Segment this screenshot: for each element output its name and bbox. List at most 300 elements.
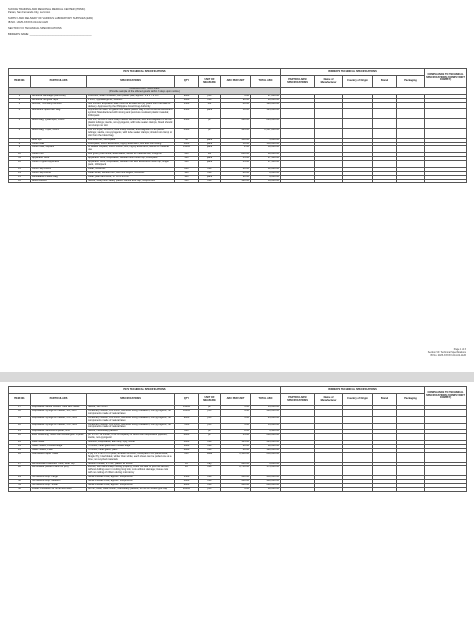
- item-number-cell: 3: [9, 102, 31, 109]
- item-number-cell: 11: [9, 157, 31, 161]
- abc-unit-cell: 200.00: [221, 153, 251, 157]
- qty-cell: 2500: [175, 119, 199, 129]
- packaging-cell: [397, 119, 425, 129]
- total-abc-cell: 2,587,000.00: [251, 128, 281, 138]
- total-abc-cell: 895,000.00: [251, 119, 281, 129]
- item-number-cell: 24: [9, 444, 31, 448]
- origin-header-p2: Country of Origin: [343, 394, 373, 406]
- unit-cell: pcs: [199, 94, 221, 98]
- abc-unit-header-p2: ABC PER UNIT: [221, 394, 251, 406]
- compliance-header: COMPLIANCE TO TECHNICAL SPECIFICATIONS (COMPLY/NOT COMPLY): [425, 69, 467, 88]
- brand-cell: [373, 179, 397, 183]
- abc-unit-cell: 4.90: [221, 409, 251, 416]
- brand-cell: [373, 416, 397, 423]
- specifications-cell: Applicator Stick, disposable, wooden with cotton tip, 100s/pack: [87, 157, 175, 161]
- qty-header-p2: QTY: [175, 394, 199, 406]
- table-row: [9, 146, 467, 153]
- total-abc-cell: 280,000.00: [251, 434, 281, 441]
- specifications-cell: 500 mL/bot. Expiration date must be at least two (2) years from the date of delivery. Approved by the Philippine Food Drug Authority: [87, 102, 175, 109]
- abc-unit-cell: 300.00: [221, 476, 251, 480]
- origin-cell: [343, 119, 373, 129]
- abc-unit-cell: 60.00: [221, 448, 251, 452]
- bidder-name-label: BIDDER'S NAME: ___________________________________________: [8, 33, 92, 37]
- specifications-cell: 100-1000 uL, 500's/pack: [87, 138, 175, 142]
- particulars-cell: Cotton ball, 5s/pack: [31, 146, 87, 153]
- specifications-cell: Sterile, individually packed: [87, 430, 175, 434]
- packaging-cell: [397, 128, 425, 138]
- abc-unit-cell: 5.00: [221, 423, 251, 430]
- specifications-header-p2: SPECIFICATIONS: [87, 394, 175, 406]
- unit-cell: pack: [199, 138, 221, 142]
- total-abc-header: TOTAL ABC: [251, 76, 281, 88]
- packaging-cell: [397, 416, 425, 423]
- total-abc-cell: 600,000.00: [251, 483, 281, 487]
- origin-cell: [343, 146, 373, 153]
- specifications-cell: Clear white, without burr, with fine edges, 100s/box: [87, 171, 175, 175]
- unit-cell: box: [199, 441, 221, 445]
- brand-cell: [373, 409, 397, 416]
- unit-cell: tray: [199, 462, 221, 466]
- abc-unit-cell: 90.00: [221, 98, 251, 102]
- unit-cell: pc: [199, 119, 221, 129]
- table-row: [9, 128, 467, 138]
- technical-spec-table-page-1: [8, 68, 467, 183]
- total-abc-cell: 490,000.00: [251, 409, 281, 416]
- abc-unit-cell: 680.00: [221, 462, 251, 466]
- particulars-cell: NS Gloves Drop: Medium: [31, 480, 87, 484]
- particulars-cell: Applicator Stick: [31, 157, 87, 161]
- item-number-cell: 32: [9, 487, 31, 491]
- total-abc-cell: 27,000.00: [251, 94, 281, 98]
- qty-cell: 7000: [175, 423, 199, 430]
- particulars-cell: Cover Slip 22x40: [31, 171, 87, 175]
- qty-cell: 500: [175, 161, 199, 168]
- abc-unit-cell: 5.00: [221, 406, 251, 410]
- particulars-cell: NS Gloves Drop: Small: [31, 483, 87, 487]
- total-abc-cell: 35,000.00: [251, 423, 281, 430]
- specifications-cell: Imprinted on each 10 gallon Bio waste plastic bag is the universal Biohazard symbol; Manufactured with strong and puncture resistant plastic material; 100s/pack: [87, 109, 175, 119]
- specifications-cell: 72's/box, clear glass with frosted edge: [87, 444, 175, 448]
- unit-header: UNIT OF MEASURE: [199, 76, 221, 88]
- section-band-title: LABORATORY SUPPLIES: [129, 87, 160, 90]
- item-number-cell: 5: [9, 119, 31, 129]
- section-title: SECTION VII: TECHNICAL SPECIFICATIONS: [8, 26, 62, 30]
- item-number-cell: 17: [9, 406, 31, 410]
- bid-particulars-cell: [281, 102, 315, 109]
- manufacturer-cell: [315, 102, 343, 109]
- particulars-cell: Cotton roll: [31, 153, 87, 157]
- specifications-cell: 1 inch, hypoallergenic, 24s/box: [87, 98, 175, 102]
- particulars-cell: Alcohol, 70% Ethyl Alcohol: [31, 102, 87, 109]
- unit-cell: pack: [199, 157, 221, 161]
- unit-cell: pcs: [199, 487, 221, 491]
- unit-cell: roll: [199, 153, 221, 157]
- specifications-cell: 100s/pack, 100% absorbent, highly absorbent, soft and non-linting: [87, 142, 175, 146]
- specifications-cell: 1 ply 9 x 1.4m x 175 pulls, at least 3D 2000; 150s/pack x 20 packs/case; Single Ply; Interfolded, whiter than white; each sheet can be pulled one at a time; no recycled materials: [87, 452, 175, 462]
- packaging-cell: [397, 146, 425, 153]
- unit-cell: pack: [199, 175, 221, 179]
- abc-unit-cell: 360.00: [221, 119, 251, 129]
- qty-cell: 200: [175, 452, 199, 462]
- item-number-cell: 10: [9, 153, 31, 157]
- item-number-cell: 31: [9, 483, 31, 487]
- page-separator: [0, 372, 474, 382]
- compliance-cell: [425, 179, 467, 183]
- compliance-cell: [425, 466, 467, 476]
- particulars-cell: Disposable Sterilized Pipette, 1mL: [31, 430, 87, 434]
- unit-cell: box: [199, 444, 221, 448]
- section-band-blank: [281, 88, 467, 95]
- bid-particulars-cell: [281, 119, 315, 129]
- origin-cell: [343, 434, 373, 441]
- brand-header: Brand: [373, 76, 397, 88]
- item-number-cell: 9: [9, 146, 31, 153]
- total-abc-cell: 90,000.00: [251, 98, 281, 102]
- particulars-cell: Blood Lancet: [31, 179, 87, 183]
- table-row: [9, 487, 467, 491]
- project-title: SUPPLY AND DELIVERY OF VARIOUS LABORATORY SUPPLIES (EPA): [8, 17, 93, 21]
- packaging-cell: [397, 161, 425, 168]
- total-abc-cell: 900,000.00: [251, 480, 281, 484]
- unit-cell: pcs: [199, 423, 221, 430]
- manufacturer-header: Name of Manufacturer: [315, 76, 343, 88]
- item-number-cell: 30: [9, 480, 31, 484]
- unit-cell: pc: [199, 430, 221, 434]
- qty-cell: 3000: [175, 441, 199, 445]
- bid-particulars-cell: [281, 487, 315, 491]
- origin-cell: [343, 109, 373, 119]
- particulars-header-p2: PARTICULARS: [31, 394, 87, 406]
- manufacturer-cell: [315, 434, 343, 441]
- particulars-cell: ESR Collecting Tubes with Westergren Pipette: [31, 434, 87, 441]
- unit-cell: box: [199, 480, 221, 484]
- origin-cell: [343, 102, 373, 109]
- table-row: [9, 423, 467, 430]
- bid-particulars-cell: [281, 146, 315, 153]
- brand-cell: [373, 487, 397, 491]
- qty-cell: 200: [175, 167, 199, 171]
- abc-unit-cell: 35.00: [221, 434, 251, 441]
- qty-cell: 8000: [175, 434, 199, 441]
- packaging-header: Packaging: [397, 76, 425, 88]
- item-number-cell: 13: [9, 167, 31, 171]
- abc-unit-cell: 300.00: [221, 480, 251, 484]
- qty-cell: 30: [175, 138, 199, 142]
- abc-unit-cell: 50.00: [221, 142, 251, 146]
- specifications-cell: Sterile, 12x75mm: [87, 406, 175, 410]
- total-abc-cell: 230,000.00: [251, 452, 281, 462]
- particulars-cell: Resealable Plastic Bag: [31, 175, 87, 179]
- hospital-name: SUOCIE TRAINING AND REGIONAL MEDICAL CENTER (ITRMC): [8, 8, 86, 11]
- abc-unit-cell: 8,750.00: [221, 466, 251, 476]
- compliance-cell: [425, 109, 467, 119]
- unit-cell: pcs: [199, 409, 221, 416]
- table-body-page-2: [9, 406, 467, 492]
- packaging-cell: [397, 423, 425, 430]
- qty-cell: 300: [175, 153, 199, 157]
- item-number-cell: 27: [9, 462, 31, 466]
- packaging-cell: [397, 434, 425, 441]
- particulars-cell: Interfolded Paper Towel: [31, 452, 87, 462]
- particulars-cell: Biohazard Specimen Bag: [31, 109, 87, 119]
- particulars-cell: Microbiostat Collection Tube, Blue Top: [31, 462, 87, 466]
- unit-cell: box: [199, 171, 221, 175]
- particulars-cell: Blood Bag, Quadruple, 450cc: [31, 119, 87, 129]
- total-abc-cell: 8,000.00: [251, 171, 281, 175]
- unit-cell: box: [199, 448, 221, 452]
- abc-unit-cell: 60.00: [221, 444, 251, 448]
- total-abc-cell: 12,000.00: [251, 167, 281, 171]
- bid-particulars-cell: [281, 416, 315, 423]
- total-abc-cell: 65,000.00: [251, 406, 281, 410]
- unit-cell: pc: [199, 434, 221, 441]
- bid-particulars-cell: [281, 409, 315, 416]
- bid-particulars-cell: [281, 128, 315, 138]
- particulars-cell: Glass Slides, Frosted Edge: [31, 444, 87, 448]
- particulars-cell: Adhesive Surgical Tape: [31, 98, 87, 102]
- bid-particulars-cell: [281, 466, 315, 476]
- item-number-cell: 7: [9, 138, 31, 142]
- table-row: [9, 102, 467, 109]
- total-abc-cell: 9,000.00: [251, 175, 281, 179]
- table-row: [9, 434, 467, 441]
- qty-cell: 1000: [175, 444, 199, 448]
- packaging-cell: [397, 409, 425, 416]
- item-number-cell: 28: [9, 466, 31, 476]
- specifications-cell: In sealed 5s/pack, 100% cotton, soft, highly absorbent, sterile for medical use: [87, 146, 175, 153]
- abc-unit-header: ABC PER UNIT: [221, 76, 251, 88]
- abc-unit-cell: 583.00: [221, 128, 251, 138]
- specifications-cell: Applicator Stick, disposable, wooden rod with absorbent cotton tip, single pack, 100s/pack: [87, 161, 175, 168]
- manufacturer-cell: [315, 179, 343, 183]
- table-row: [9, 109, 467, 119]
- bid-particulars-cell: [281, 109, 315, 119]
- qty-cell: 100: [175, 175, 199, 179]
- unit-header-p2: UNIT OF MEASURE: [199, 394, 221, 406]
- document-page-2: [0, 382, 474, 632]
- total-abc-cell: 175,000.00: [251, 466, 281, 476]
- manufacturer-header-p2: Name of Manufacturer: [315, 394, 343, 406]
- particulars-cell: Cotton Ball: [31, 142, 87, 146]
- abc-unit-cell: 35.00: [221, 161, 251, 168]
- bid-particulars-cell: [281, 179, 315, 183]
- total-abc-cell: 450,000.00: [251, 476, 281, 480]
- compliance-header-p2: COMPLIANCE TO TECHNICAL SPECIFICATIONS (COMPLY/NOT COMPLY): [425, 387, 467, 406]
- abc-unit-cell: 150.00: [221, 138, 251, 142]
- qty-cell: 20: [175, 466, 199, 476]
- qty-cell: 300: [175, 179, 199, 183]
- total-abc-cell: 30,000.00: [251, 146, 281, 153]
- unit-cell: bot: [199, 102, 221, 109]
- origin-cell: [343, 423, 373, 430]
- brand-cell: [373, 146, 397, 153]
- particulars-cell: Plastic Container for urine and stool: [31, 487, 87, 491]
- packaging-header-p2: Packaging: [397, 394, 425, 406]
- total-abc-cell: 345,000.00: [251, 441, 281, 445]
- item-no-header: ITEM NO.: [9, 76, 31, 88]
- section-band: [9, 88, 281, 95]
- specifications-cell: Clear, 100s/box: [87, 167, 175, 171]
- compliance-cell: [425, 119, 467, 129]
- pe-specs-group-header: PE'S TECHNICAL SPECIFICATIONS: [9, 69, 281, 76]
- section-band-note: (Provide sample of the offered goods within 3 days upon notice): [109, 89, 180, 93]
- abc-unit-cell: 3.00: [221, 487, 251, 491]
- particulars-cell: Cotton Tipped Applicator: [31, 161, 87, 168]
- bidder-specs-group-header: BIDDER'S TECHNICAL SPECIFICATIONS: [281, 69, 425, 76]
- item-no-header-p2: ITEM NO.: [9, 394, 31, 406]
- qty-cell: 4500: [175, 128, 199, 138]
- specifications-cell: Sterile, sharp with safety plastic handle and cap, 100pcs/box: [87, 179, 175, 183]
- specifications-cell: 400 g/roll, pure white, absorbable, sterile for medical use, 454g/roll: [87, 153, 175, 157]
- table-body-page-1: [9, 94, 467, 183]
- packaging-cell: [397, 452, 425, 462]
- item-number-cell: 2: [9, 98, 31, 102]
- qty-header: QTY: [175, 76, 199, 88]
- total-abc-cell: 120,000.00: [251, 102, 281, 109]
- item-number-cell: 23: [9, 441, 31, 445]
- qty-cell: 800: [175, 430, 199, 434]
- unit-cell: box: [199, 476, 221, 480]
- abc-unit-cell: 80.00: [221, 102, 251, 109]
- particulars-cell: Disposable Syringe w/ needle, 5 cc, G23: [31, 423, 87, 430]
- specifications-cell: Clear, plain and thick, 17 cm x 25 cm: [87, 175, 175, 179]
- compliance-cell: [425, 161, 467, 168]
- table-row: [9, 466, 467, 476]
- qty-cell: 10: [175, 462, 199, 466]
- abc-unit-cell: 300.00: [221, 483, 251, 487]
- brand-cell: [373, 109, 397, 119]
- total-abc-cell: 60,000.00: [251, 444, 281, 448]
- abc-unit-cell: 50.00: [221, 109, 251, 119]
- manufacturer-cell: [315, 423, 343, 430]
- particulars-cell: Adhesive Bandage (Band-Aid): [31, 94, 87, 98]
- manufacturer-cell: [315, 119, 343, 129]
- origin-cell: [343, 128, 373, 138]
- qty-cell: 20000: [175, 487, 199, 491]
- compliance-cell: [425, 128, 467, 138]
- item-number-cell: 4: [9, 109, 31, 119]
- specifications-cell: pH 6.5 +/- Ni shown, 0.38 ml capacity of Blood with disposable pipettes, sterile, non-pyrogenic: [87, 434, 175, 441]
- particulars-header: PARTICULARS: [31, 76, 87, 88]
- specifications-cell: Nitrile Powder Free, approx. 100pcs/box: [87, 476, 175, 480]
- bid-particulars-cell: [281, 161, 315, 168]
- total-abc-cell: 60,000.00: [251, 153, 281, 157]
- item-number-cell: 26: [9, 452, 31, 462]
- packaging-cell: [397, 466, 425, 476]
- manufacturer-cell: [315, 128, 343, 138]
- specifications-cell: Ultrasharp needle, 100's/box, sterilized using irradiation, non-pyrogenic, no components made of natural latex: [87, 423, 175, 430]
- origin-cell: [343, 179, 373, 183]
- bidder-specs-group-header-p2: BIDDER'S TECHNICAL SPECIFICATIONS: [281, 387, 425, 394]
- bid-particulars-header: PARTICULARS/ SPECIFICATIONS: [281, 76, 315, 88]
- specifications-cell: Ultrasharp needle, 100's/box, sterilized using irradiation, non-pyrogenic, no components made of natural latex: [87, 409, 175, 416]
- bid-particulars-header-p2: PARTICULARS/ SPECIFICATIONS: [281, 394, 315, 406]
- compliance-cell: [425, 146, 467, 153]
- unit-cell: box: [199, 98, 221, 102]
- particulars-cell: NS Gloves Drop: Large: [31, 476, 87, 480]
- particulars-cell: Disposable Syringe w/ needle, 3 cc, G23: [31, 416, 87, 423]
- total-abc-cell: 17,500.00: [251, 157, 281, 161]
- total-abc-cell: 150,000.00: [251, 142, 281, 146]
- item-number-cell: 29: [9, 476, 31, 480]
- item-number-cell: 14: [9, 171, 31, 175]
- total-abc-cell: 36,000.00: [251, 179, 281, 183]
- particulars-cell: Disposable Syringe w/ needle, 1cc, G25: [31, 409, 87, 416]
- item-number-cell: 25: [9, 448, 31, 452]
- total-abc-cell: 5,000.00: [251, 138, 281, 142]
- specifications-header: SPECIFICATIONS: [87, 76, 175, 88]
- abc-unit-cell: 1,150.00: [221, 452, 251, 462]
- item-number-cell: 19: [9, 416, 31, 423]
- manufacturer-cell: [315, 161, 343, 168]
- unit-cell: pack: [199, 109, 221, 119]
- bid-particulars-cell: [281, 434, 315, 441]
- specifications-cell: Nitrile Powder Free, approx. 100pcs/box: [87, 480, 175, 484]
- manufacturer-cell: [315, 487, 343, 491]
- abc-unit-cell: 8.00: [221, 430, 251, 434]
- item-number-cell: 21: [9, 430, 31, 434]
- qty-cell: 3000: [175, 480, 199, 484]
- abc-unit-cell: 35.00: [221, 157, 251, 161]
- abc-unit-cell: 80.00: [221, 171, 251, 175]
- pe-specs-group-header-p2: PE'S TECHNICAL SPECIFICATIONS: [9, 387, 281, 394]
- manufacturer-cell: [315, 416, 343, 423]
- unit-cell: box: [199, 466, 221, 476]
- total-abc-cell: 120,000.00: [251, 448, 281, 452]
- particulars-cell: Blood Bag, Triple, 450cc: [31, 128, 87, 138]
- table-row: [9, 119, 467, 129]
- qty-cell: 9000: [175, 416, 199, 423]
- abc-unit-cell: 2.00: [221, 146, 251, 153]
- table-row: [9, 179, 467, 183]
- qty-cell: 13000: [175, 406, 199, 410]
- total-abc-cell: 45,000.00: [251, 416, 281, 423]
- particulars-cell: Blue tips: [31, 138, 87, 142]
- unit-cell: case: [199, 452, 221, 462]
- brand-cell: [373, 452, 397, 462]
- qty-cell: 15000: [175, 146, 199, 153]
- unit-cell: pc: [199, 128, 221, 138]
- brand-cell: [373, 161, 397, 168]
- qty-cell: 2000: [175, 448, 199, 452]
- qty-cell: 10000: [175, 409, 199, 416]
- table-row: [9, 452, 467, 462]
- origin-cell: [343, 487, 373, 491]
- origin-cell: [343, 452, 373, 462]
- item-number-cell: 16: [9, 179, 31, 183]
- unit-cell: pc: [199, 406, 221, 410]
- brand-header-p2: Brand: [373, 394, 397, 406]
- qty-cell: 3000: [175, 142, 199, 146]
- manufacturer-cell: [315, 109, 343, 119]
- brand-cell: [373, 128, 397, 138]
- particulars-cell: Cover Slip 22x22: [31, 167, 87, 171]
- specifications-cell: 72's/box, clear glass, plain: [87, 448, 175, 452]
- item-number-cell: 6: [9, 128, 31, 138]
- total-abc-cell: 125,000.00: [251, 109, 281, 119]
- packaging-cell: [397, 487, 425, 491]
- item-number-cell: 20: [9, 423, 31, 430]
- total-abc-cell: 17,500.00: [251, 161, 281, 168]
- abc-unit-cell: 5.00: [221, 416, 251, 423]
- total-abc-header-p2: TOTAL ABC: [251, 394, 281, 406]
- packaging-cell: [397, 179, 425, 183]
- qty-cell: 9000: [175, 94, 199, 98]
- specifications-cell: 450 mL triple, CPDA-1, ultra sharp needle, anticoagulant in all plastic tubings; sterile, non-pyrogenic, with tube sealer clamps; should not clump or clot from the blood bag: [87, 128, 175, 138]
- abc-unit-cell: 3.00: [221, 94, 251, 98]
- total-abc-cell: 60,000.00: [251, 487, 281, 491]
- item-number-cell: 1: [9, 94, 31, 98]
